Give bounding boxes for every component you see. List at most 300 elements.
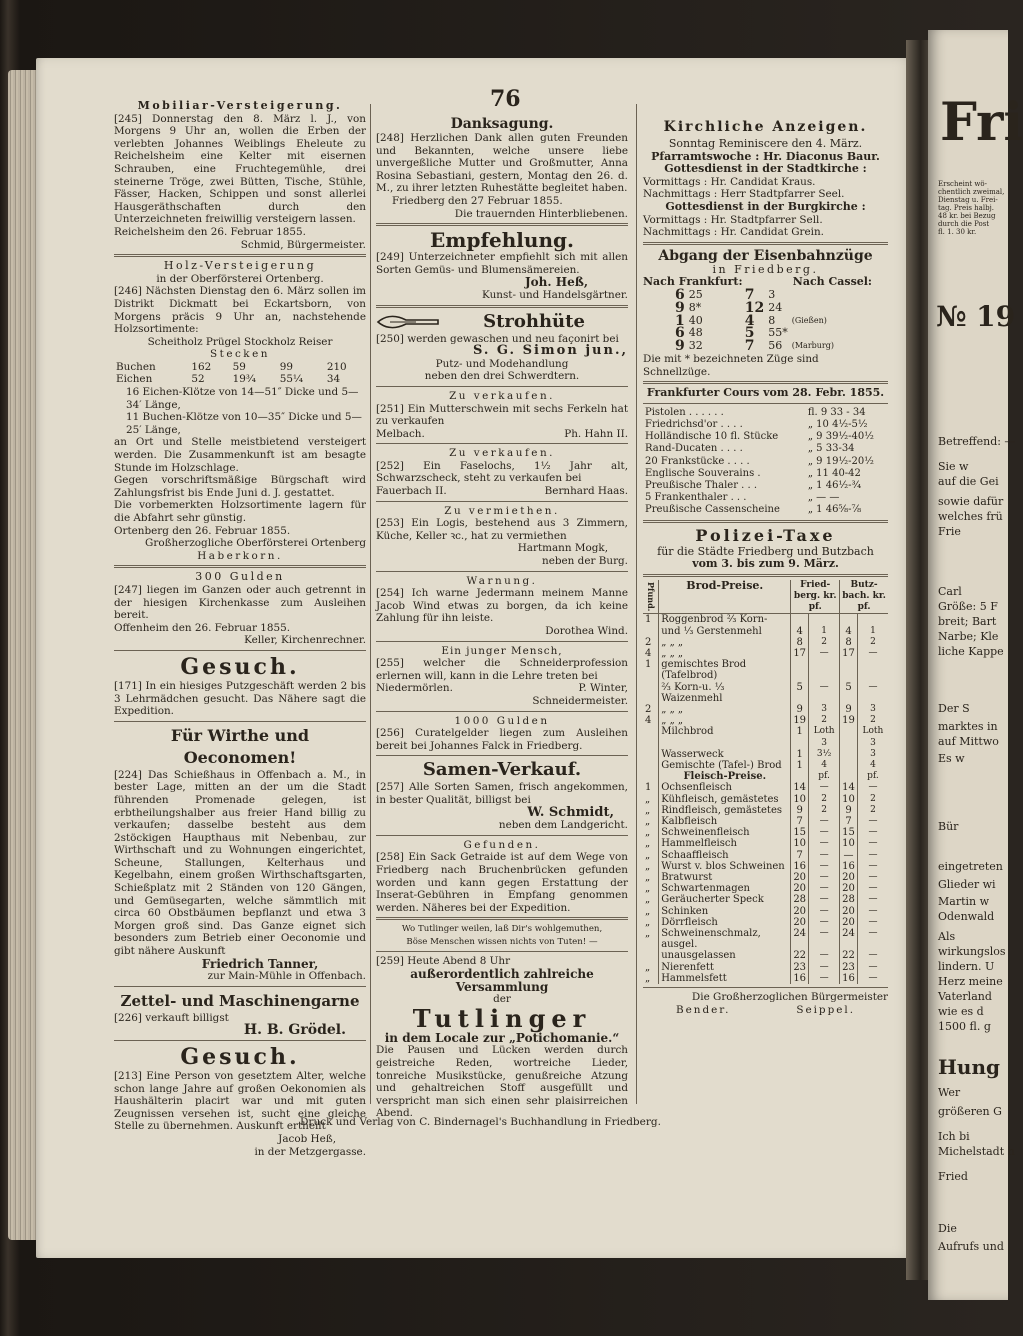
price-cell: 3¹⁄₂ <box>809 749 840 760</box>
price-cell: 1 <box>791 749 809 760</box>
right-page-line: 48 kr. bei Bezug <box>938 212 996 220</box>
cours-currency: 20 Frankstücke . . . . <box>645 455 750 467</box>
price-cell: 4 <box>857 760 888 771</box>
taxe-sub: für die Städte Friedberg und Butzbach <box>657 544 874 558</box>
book-gutter <box>906 40 930 1280</box>
price-cell <box>791 614 809 626</box>
price-cell: „ <box>645 905 651 917</box>
price-cell <box>643 950 659 961</box>
taxe-title: Polizei-Taxe <box>695 525 836 545</box>
divider <box>376 223 628 226</box>
price-cell: 16 <box>791 973 809 984</box>
right-page-line: tag. Preis halbj. <box>938 204 994 212</box>
mensch-signer: Schneidermeister. <box>532 694 628 707</box>
price-cell: 10 <box>840 838 858 849</box>
divider <box>114 721 366 722</box>
divider <box>114 254 366 257</box>
train-cell: 9 <box>675 338 685 355</box>
wirthe-signer: Friedrich Tanner, <box>201 956 319 971</box>
train-cell: 12 <box>744 299 765 316</box>
price-cell <box>643 760 659 771</box>
gulden300-place: Offenheim den 26. Februar 1855. <box>114 621 290 634</box>
tutl-text: Die Pausen und Lücken werden durch geistreiche Reden, wortreiche Lieder, tonreiche Musikstücke, genußreiche Atzung und gehaltreichen Stoff ausgefüllt und verspricht man sich einen sehr plaisirreichen Abend. <box>376 1044 628 1120</box>
price-cell: — <box>809 883 840 894</box>
holz-cell: 34 <box>326 373 341 386</box>
price-cell: „ <box>645 815 651 827</box>
price-cell: „ <box>645 883 651 895</box>
divider <box>643 520 888 523</box>
price-cell <box>643 682 659 704</box>
page-number: 76 <box>490 86 521 112</box>
price-row <box>643 850 888 861</box>
price-cell: — <box>857 827 888 838</box>
price-cell: Hammelsfett <box>659 973 791 984</box>
holz-subtitle: in der Oberförsterei Ortenberg. <box>156 272 324 285</box>
price-cell: — <box>857 861 888 872</box>
right-page-line: Erscheint wö- <box>938 180 987 188</box>
price-cell: — <box>809 950 840 961</box>
mobiliar-signer: Schmid, Bürgermeister. <box>240 238 366 251</box>
gesuch1-title: Gesuch. <box>180 653 300 680</box>
price-row <box>643 805 888 816</box>
price-cell: — <box>857 917 888 928</box>
price-cell: 9 <box>840 704 858 715</box>
gefunden-text: [258] Ein Sack Getraide ist auf dem Wege von Friedberg nach Bruchenbrücken gefunden worden und kann gegen Erstattung der Inserat-Gebühren in Empfang genommen werden. Näheres bei der Expedition. <box>376 851 628 914</box>
price-cell: 20 <box>840 917 858 928</box>
wirthe-title: Für Wirthe und Oeconomen! <box>170 725 310 767</box>
price-row <box>643 782 888 793</box>
cours-currency: Pistolen . . . . . . <box>645 406 724 418</box>
price-cell <box>643 749 659 760</box>
price-cell: „ <box>645 894 651 906</box>
price-cell: 8 <box>791 637 809 648</box>
dank-place: Friedberg den 27 Februar 1855. <box>392 194 563 207</box>
price-cell: 4 <box>809 760 840 771</box>
right-page-line: Ich bi <box>938 1130 970 1143</box>
price-cell: 16 <box>840 973 858 984</box>
price-row <box>643 894 888 905</box>
cours-row <box>643 443 888 455</box>
price-cell: „ <box>645 928 651 940</box>
cours-currency: 5 Frankenthaler . . . <box>645 492 747 504</box>
taxe-signers <box>643 1004 888 1017</box>
cours-row <box>643 419 888 431</box>
price-cell: Schinken <box>659 906 791 917</box>
price-cell: 2 <box>809 794 840 805</box>
price-row <box>643 883 888 894</box>
right-page-line: Vaterland <box>938 990 992 1003</box>
train-cell: 5 <box>744 325 755 342</box>
holz-cell: 55¹⁄₄ <box>279 373 303 386</box>
price-cell <box>840 659 858 681</box>
price-row <box>643 827 888 838</box>
price-cell: 9 <box>791 805 809 816</box>
verk2-sig <box>376 485 628 498</box>
gulden300-text: [247] liegen im Ganzen oder auch getrennt in der hiesigen Kirchenkasse zum Ausleihen bereit. <box>114 583 366 622</box>
price-cell: 4 <box>791 626 809 637</box>
tutl-motto: Böse Menschen wissen nichts von Tuten! — <box>406 936 598 947</box>
samen-signer: neben dem Landgericht. <box>498 819 628 832</box>
price-cell: 24 <box>791 928 809 950</box>
holz-table <box>114 361 366 386</box>
g1000-text: [256] Curatelgelder liegen zum Ausleihen bereit bei Johannes Falck in Friedberg. <box>376 727 628 752</box>
price-cell: 7 <box>840 816 858 827</box>
price-cell: 2 <box>857 637 888 648</box>
price-cell: 2 <box>809 637 840 648</box>
price-row <box>643 973 888 984</box>
price-cell: — <box>809 861 840 872</box>
train-cell: 24 <box>768 300 783 314</box>
price-cell: Geräucherter Speck <box>659 894 791 905</box>
divider <box>376 641 628 642</box>
stroh-signer: neben den drei Schwerdtern. <box>424 370 580 383</box>
price-cell: „ <box>645 838 651 850</box>
cours-currency: Preußische Thaler . . . <box>645 479 758 491</box>
hand-pointer-icon <box>376 313 440 331</box>
train-cell <box>790 302 836 315</box>
price-cell: unausgelassen <box>659 950 791 961</box>
right-page-line: Die <box>938 1222 957 1235</box>
right-page-line: Bür <box>938 820 959 833</box>
price-cell: 17 <box>840 648 858 659</box>
column-rule-1 <box>370 104 371 1104</box>
holz-cell: 52 <box>191 373 205 386</box>
price-cell: 3 <box>857 749 888 760</box>
price-col-fried: Fried-berg. kr. pf. <box>791 580 840 614</box>
stroh-signer: S. G. Simon jun., <box>472 343 628 359</box>
holz-header: Scheitholz Prügel Stockholz Reiser <box>147 335 333 348</box>
right-page-line: Es w <box>938 752 965 765</box>
right-masthead: Fri <box>940 92 1023 153</box>
kirch-title: Kirchliche Anzeigen. <box>663 119 868 135</box>
train-cell <box>790 289 836 302</box>
train-cell: 7 <box>744 286 755 303</box>
train-cell: 7 <box>744 338 755 355</box>
right-page-line: welches frü <box>938 510 1003 523</box>
gulden300-title: 300 Gulden <box>195 570 285 584</box>
price-cell: — <box>809 906 840 917</box>
price-cell: Milchbrod <box>659 726 791 748</box>
gesuch2-signer: in der Metzgergasse. <box>254 1145 366 1158</box>
samen-text: [257] Alle Sorten Samen, frisch angekommen, in bester Qualität, billigst bei <box>376 781 628 806</box>
verk1-sig <box>376 428 628 441</box>
mensch-text: [255] welcher die Schneiderprofession erlernen will, kann in die Lehre treten bei <box>376 657 628 682</box>
price-cell: 14 <box>791 782 809 793</box>
gesuch1-text: [171] In ein hiesiges Putzgeschäft werden 2 bis 3 Lehrmädchen gesucht. Das Nähere sagt die Expedition. <box>114 679 366 718</box>
holz-header2: Stecken <box>210 348 270 361</box>
train-cell: (Marburg) <box>791 341 834 351</box>
price-cell: — <box>857 928 888 950</box>
price-cell: — <box>857 872 888 883</box>
tutl-line: der <box>493 993 511 1006</box>
price-cell: Wasserweck <box>659 749 791 760</box>
divider <box>376 571 628 572</box>
price-cell: Schweinenfleisch <box>659 827 791 838</box>
price-row <box>643 749 888 760</box>
column-2 <box>376 116 628 1120</box>
price-cell <box>643 726 659 748</box>
samen-title: Samen-Verkauf. <box>422 759 582 781</box>
right-page-line: Odenwald <box>938 910 995 923</box>
divider <box>114 565 366 568</box>
price-row <box>643 816 888 827</box>
price-cell: — <box>840 850 858 861</box>
mobiliar-text: [245] Donnerstag den 8. März l. J., von Morgens 9 Uhr an, wollen die Erben der verlebten Johannes Weiblings Eheleute zu Reichelsheim eine Kelter mit eisernen Schrauben, eine Fruchtegemühle, drei steinerne Tröge, zwei Bütten, Tische, Stühle, Fässer, Hacken, Schippen und sonst allerlei Hausgeräthschaften durch den Unterzeichneten freiwillig versteigern lassen. <box>114 112 366 226</box>
holz-cell: 19³⁄₄ <box>232 373 256 386</box>
empf-signer: Kunst- und Handelsgärtner. <box>482 288 628 301</box>
price-cell: 20 <box>840 872 858 883</box>
right-page-line: 1500 fl. g <box>938 1020 991 1033</box>
dank-text: [248] Herzlichen Dank allen guten Freunden und Bekannten, welche unsere liebe unvergeßliche Mutter und Großmutter, Anna Rosina Sebastiani, gestern, Montag den 26. d. M., zu ihrer letzten Ruhestätte begleitet haben. <box>376 132 628 195</box>
price-cell: 2 <box>857 794 888 805</box>
right-page-line: Frie <box>938 525 961 538</box>
price-cell: 20 <box>791 906 809 917</box>
price-row <box>643 906 888 917</box>
price-cell: Schweinenschmalz, ausgel. <box>659 928 791 950</box>
price-row <box>643 928 888 950</box>
right-page-line: wie es d <box>938 1005 984 1018</box>
stroh-header <box>376 311 628 333</box>
price-row <box>643 626 888 637</box>
taxe-signer: Bender. <box>675 1003 731 1016</box>
price-cell: — <box>857 850 888 861</box>
holz-cell: Eichen <box>116 373 153 386</box>
price-cell: — <box>809 973 840 984</box>
price-cell: — <box>857 838 888 849</box>
holz-text: an Ort und Stelle meistbietend versteigert werden. Die Zusammenkunft ist am besagte Stunde im Holzschlage. <box>114 436 366 474</box>
price-cell: — <box>857 682 888 704</box>
cours-rate: fl. 9 33 - 34 <box>807 406 866 418</box>
tutl-motto: Wo Tutlinger weilen, laß Dir's wohlgemuthen, <box>401 924 603 935</box>
price-cell: 2 <box>809 805 840 816</box>
verk1-text: [251] Ein Mutterschwein mit sechs Ferkeln hat zu verkaufen <box>376 402 628 428</box>
price-cell: 14 <box>840 782 858 793</box>
g1000-title: 1000 Gulden <box>454 714 550 727</box>
price-cell: und ¹⁄₃ Gerstenmehl <box>659 626 791 637</box>
price-cell: 4 <box>840 626 858 637</box>
price-row <box>643 715 888 726</box>
right-page-line: durch die Post <box>938 220 990 228</box>
warn-text: [254] Ich warne Jedermann meinem Manne Jacob Wind etwas zu borgen, da ich keine Zahlung für ihn leiste. <box>376 587 628 625</box>
cours-rate: „ 9 39¹⁄₂-40¹⁄₂ <box>807 431 874 443</box>
wirthe-signer: zur Main-Mühle in Offenbach. <box>207 970 366 983</box>
right-page-line: auf Mittwo <box>938 735 999 748</box>
bahn-subtitle: in Friedberg. <box>712 262 819 276</box>
zettel-signer: H. B. Grödel. <box>243 1022 346 1039</box>
divider <box>376 917 628 920</box>
right-issue: № 19 <box>936 300 1016 333</box>
right-page-line: liche Kappe <box>938 645 1004 658</box>
cours-rate: „ — — <box>807 492 840 504</box>
price-cell: 1 <box>791 726 809 748</box>
price-cell: — <box>809 838 840 849</box>
price-cell: 7 <box>791 850 809 861</box>
cours-currency: Holländische 10 fl. Stücke <box>645 431 779 443</box>
price-cell: „ <box>645 804 651 816</box>
zettel-text: [226] verkauft billigst <box>114 1011 229 1024</box>
right-page-line: Hung <box>938 1055 1000 1079</box>
bahn-h1: Nach Frankfurt: <box>643 275 743 289</box>
taxe-signer: Die Großherzoglichen Bürgermeister <box>691 991 888 1004</box>
price-cell: Roggenbrod ²⁄₃ Korn- <box>659 614 791 626</box>
price-cell: 4 <box>645 647 652 659</box>
right-page-line: Herz meine <box>938 975 1003 988</box>
train-cell: 8* <box>688 300 702 314</box>
price-cell: 1 <box>857 626 888 637</box>
train-cell: 1 <box>675 312 685 329</box>
price-cell: 2 <box>857 715 888 726</box>
price-cell: — <box>857 782 888 793</box>
cours-row <box>643 468 888 480</box>
price-cell: Gemischte (Tafel-) Brod <box>659 760 791 771</box>
price-row <box>643 726 888 748</box>
right-page-line: Sie w <box>938 460 969 473</box>
price-row <box>643 760 888 771</box>
divider <box>376 305 628 308</box>
price-cell: Schwartenmagen <box>659 883 791 894</box>
divider <box>643 403 888 404</box>
price-cell: Kühfleisch, gemästetes <box>659 794 791 805</box>
stroh-text: [250] werden gewaschen und neu façonirt bei <box>376 332 619 345</box>
cours-currency: Rand-Ducaten . . . . <box>645 443 743 455</box>
right-page-line: Narbe; Kle <box>938 630 999 643</box>
verk1-place: Melbach. <box>376 427 425 440</box>
holz-cell: 59 <box>232 360 246 373</box>
kirch-line: Gottesdienst in der Stadtkirche : <box>664 162 867 176</box>
dank-title: Danksagung. <box>450 116 554 132</box>
train-table <box>673 286 836 355</box>
kirch-line: Sonntag Reminiscere den 4. März. <box>668 137 863 150</box>
divider <box>114 1040 366 1041</box>
price-cell <box>809 659 840 681</box>
price-cell: „ „ „ <box>659 648 791 659</box>
price-row <box>643 794 888 805</box>
price-cell: „ <box>645 972 651 984</box>
right-page-line: chentlich zweimal, <box>938 188 1005 196</box>
price-cell: Schaaffleisch <box>659 850 791 861</box>
price-cell: — <box>809 827 840 838</box>
price-cell: — <box>857 950 888 961</box>
price-cell: — <box>809 872 840 883</box>
price-cell: Wurst v. blos Schweinen <box>659 861 791 872</box>
train-cell: 32 <box>688 339 703 353</box>
divider <box>643 987 888 988</box>
price-cell: 4 <box>645 715 652 727</box>
price-cell: „ „ „ <box>659 637 791 648</box>
price-row <box>643 771 888 782</box>
price-cell: Loth 3 <box>809 726 840 748</box>
gesuch2-title: Gesuch. <box>180 1044 300 1070</box>
cours-row <box>643 407 888 419</box>
price-cell <box>857 659 888 681</box>
price-cell: — <box>809 850 840 861</box>
empf-title: Empfehlung. <box>430 228 574 253</box>
right-page-line: wirkungslos <box>938 945 1006 958</box>
price-cell: 23 <box>840 962 858 973</box>
train-cell: 55* <box>768 326 788 340</box>
cours-table <box>643 407 888 517</box>
tutl-title: Tutlinger <box>412 1003 592 1033</box>
price-cell: 28 <box>840 894 858 905</box>
price-cell: 8 <box>840 637 858 648</box>
price-header <box>643 580 888 614</box>
price-cell <box>643 626 659 637</box>
price-cell: „ „ „ <box>659 715 791 726</box>
verm-signer: Hartmann Mogk, <box>517 542 608 555</box>
train-cell: 8 <box>768 313 776 327</box>
price-row <box>643 614 888 626</box>
verk2-place: Fauerbach II. <box>376 485 447 498</box>
kirch-line: Nachmittags : Herr Stadtpfarrer Seel. <box>643 188 845 201</box>
price-cell: — <box>857 883 888 894</box>
cours-rate: „ 1 46¹⁄₂-³⁄₄ <box>807 479 862 491</box>
zettel-title: Zettel- und Maschinengarne <box>120 991 360 1010</box>
price-cell: 20 <box>791 872 809 883</box>
warn-title: Warnung. <box>466 574 538 587</box>
price-cell: 16 <box>791 861 809 872</box>
kirch-line: Pfarramtswoche : Hr. Diaconus Baur. <box>651 149 880 163</box>
right-page-line: fl. 1. 30 kr. <box>938 228 977 236</box>
price-cell: 22 <box>840 950 858 961</box>
mensch-title: Ein junger Mensch, <box>441 644 563 657</box>
kirch-line: Nachmittags : Hr. Candidat Grein. <box>643 226 824 239</box>
price-row <box>643 872 888 883</box>
price-cell <box>840 771 858 782</box>
price-col-pfund: Pfund. <box>643 580 659 614</box>
train-cell: 56 <box>768 339 783 353</box>
dank-signer: Die trauernden Hinterbliebenen. <box>454 207 628 220</box>
price-cell: Fleisch-Preise. <box>659 771 791 782</box>
price-cell: 19 <box>840 715 858 726</box>
price-cell: — <box>857 973 888 984</box>
tutl-line: [259] Heute Abend 8 Uhr <box>376 955 511 968</box>
holz-text: Gegen vorschriftsmäßige Bürgschaft wird Zahlungsfrist bis Ende Juni d. J. gestattet. <box>114 474 366 499</box>
verk2-signer: Bernhard Haas. <box>544 485 628 498</box>
right-page-line: Carl <box>938 585 962 598</box>
kirch-line: Gottesdienst in der Burgkirche : <box>665 199 866 213</box>
divider <box>376 755 628 756</box>
cours-rate: „ 9 19¹⁄₂-20¹⁄₂ <box>807 455 874 467</box>
right-page-line: Betreffend: — <box>938 435 1016 448</box>
cours-row <box>643 456 888 468</box>
price-cell: 2 <box>857 805 888 816</box>
train-cell <box>790 327 836 340</box>
taxe-sub: vom 3. bis zum 9. März. <box>692 557 839 571</box>
price-row <box>643 637 888 648</box>
price-cell: 3 <box>857 704 888 715</box>
right-page-line: Aufrufs und <box>938 1240 1004 1253</box>
price-cell: — <box>809 782 840 793</box>
right-page-line: eingetreten <box>938 860 1003 873</box>
cours-row <box>643 480 888 492</box>
price-cell: — <box>857 648 888 659</box>
price-cell: 5 <box>791 682 809 704</box>
price-row <box>643 659 888 681</box>
price-cell: „ <box>645 849 651 861</box>
stroh-title: Strohhüte <box>483 310 585 332</box>
price-row <box>643 917 888 928</box>
train-cell: 40 <box>688 313 703 327</box>
mensch-signer: P. Winter, <box>578 682 628 695</box>
price-cell: 1 <box>791 760 809 771</box>
price-row <box>643 962 888 973</box>
price-cell: „ <box>645 827 651 839</box>
price-cell: 1 <box>645 614 652 626</box>
cours-currency: Preußische Cassenscheine <box>645 504 780 516</box>
price-cell: Nierenfett <box>659 962 791 973</box>
right-page-line: Der S <box>938 702 970 715</box>
cours-currency: Englische Souverains . <box>645 467 761 479</box>
